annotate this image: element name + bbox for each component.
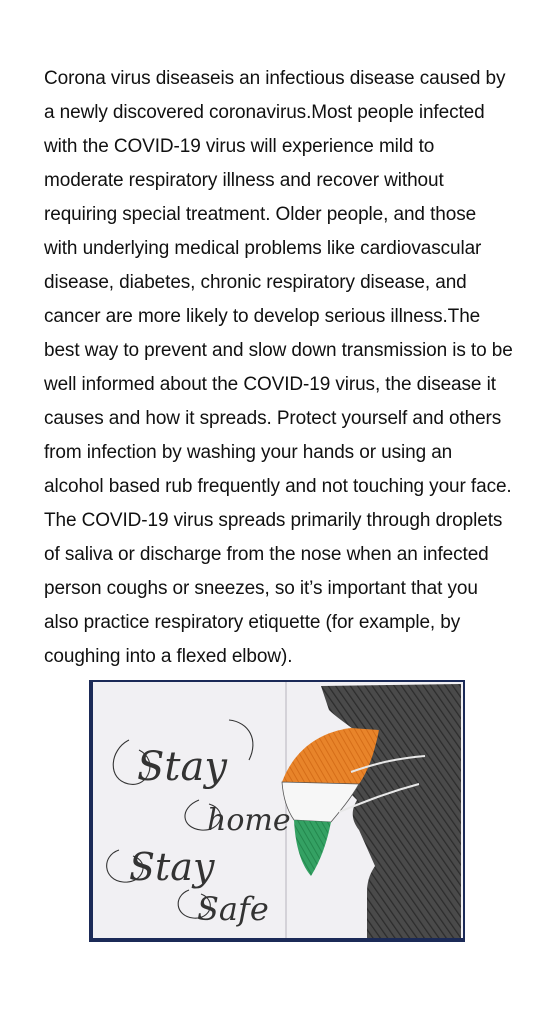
drawing-illustration <box>89 680 465 942</box>
drawing-photo <box>89 680 465 942</box>
handwriting-word-1: Stay <box>137 744 227 790</box>
handwriting-word-2: home <box>207 803 291 838</box>
article-paragraph: Corona virus diseaseis an infectious disease caused by a newly discovered coronavirus.Most people infected with the COVID-19 virus will experience mild to moderate respiratory illness and recover without requiring special treatment. Older people, and those with underlying medical problems like cardiovascular disease, diabetes, chronic respiratory disease, and cancer are more likely to develop serious illness.The best way to prevent and slow down transmission is to be well informed about the COVID-19 virus, the disease it causes and how it spreads. Protect yourself and others from infection by washing your hands or using an alcohol based rub frequently and not touching your face. The COVID-19 virus spreads primarily through droplets of saliva or discharge from the nose when an infected person coughs or sneezes, so it’s important that you also practice respiratory etiquette (for example, by coughing into a flexed elbow). <box>44 68 513 667</box>
handwriting-word-3: Stay <box>129 845 215 889</box>
article <box>44 62 514 674</box>
handwriting-word-4: Safe <box>197 890 269 928</box>
